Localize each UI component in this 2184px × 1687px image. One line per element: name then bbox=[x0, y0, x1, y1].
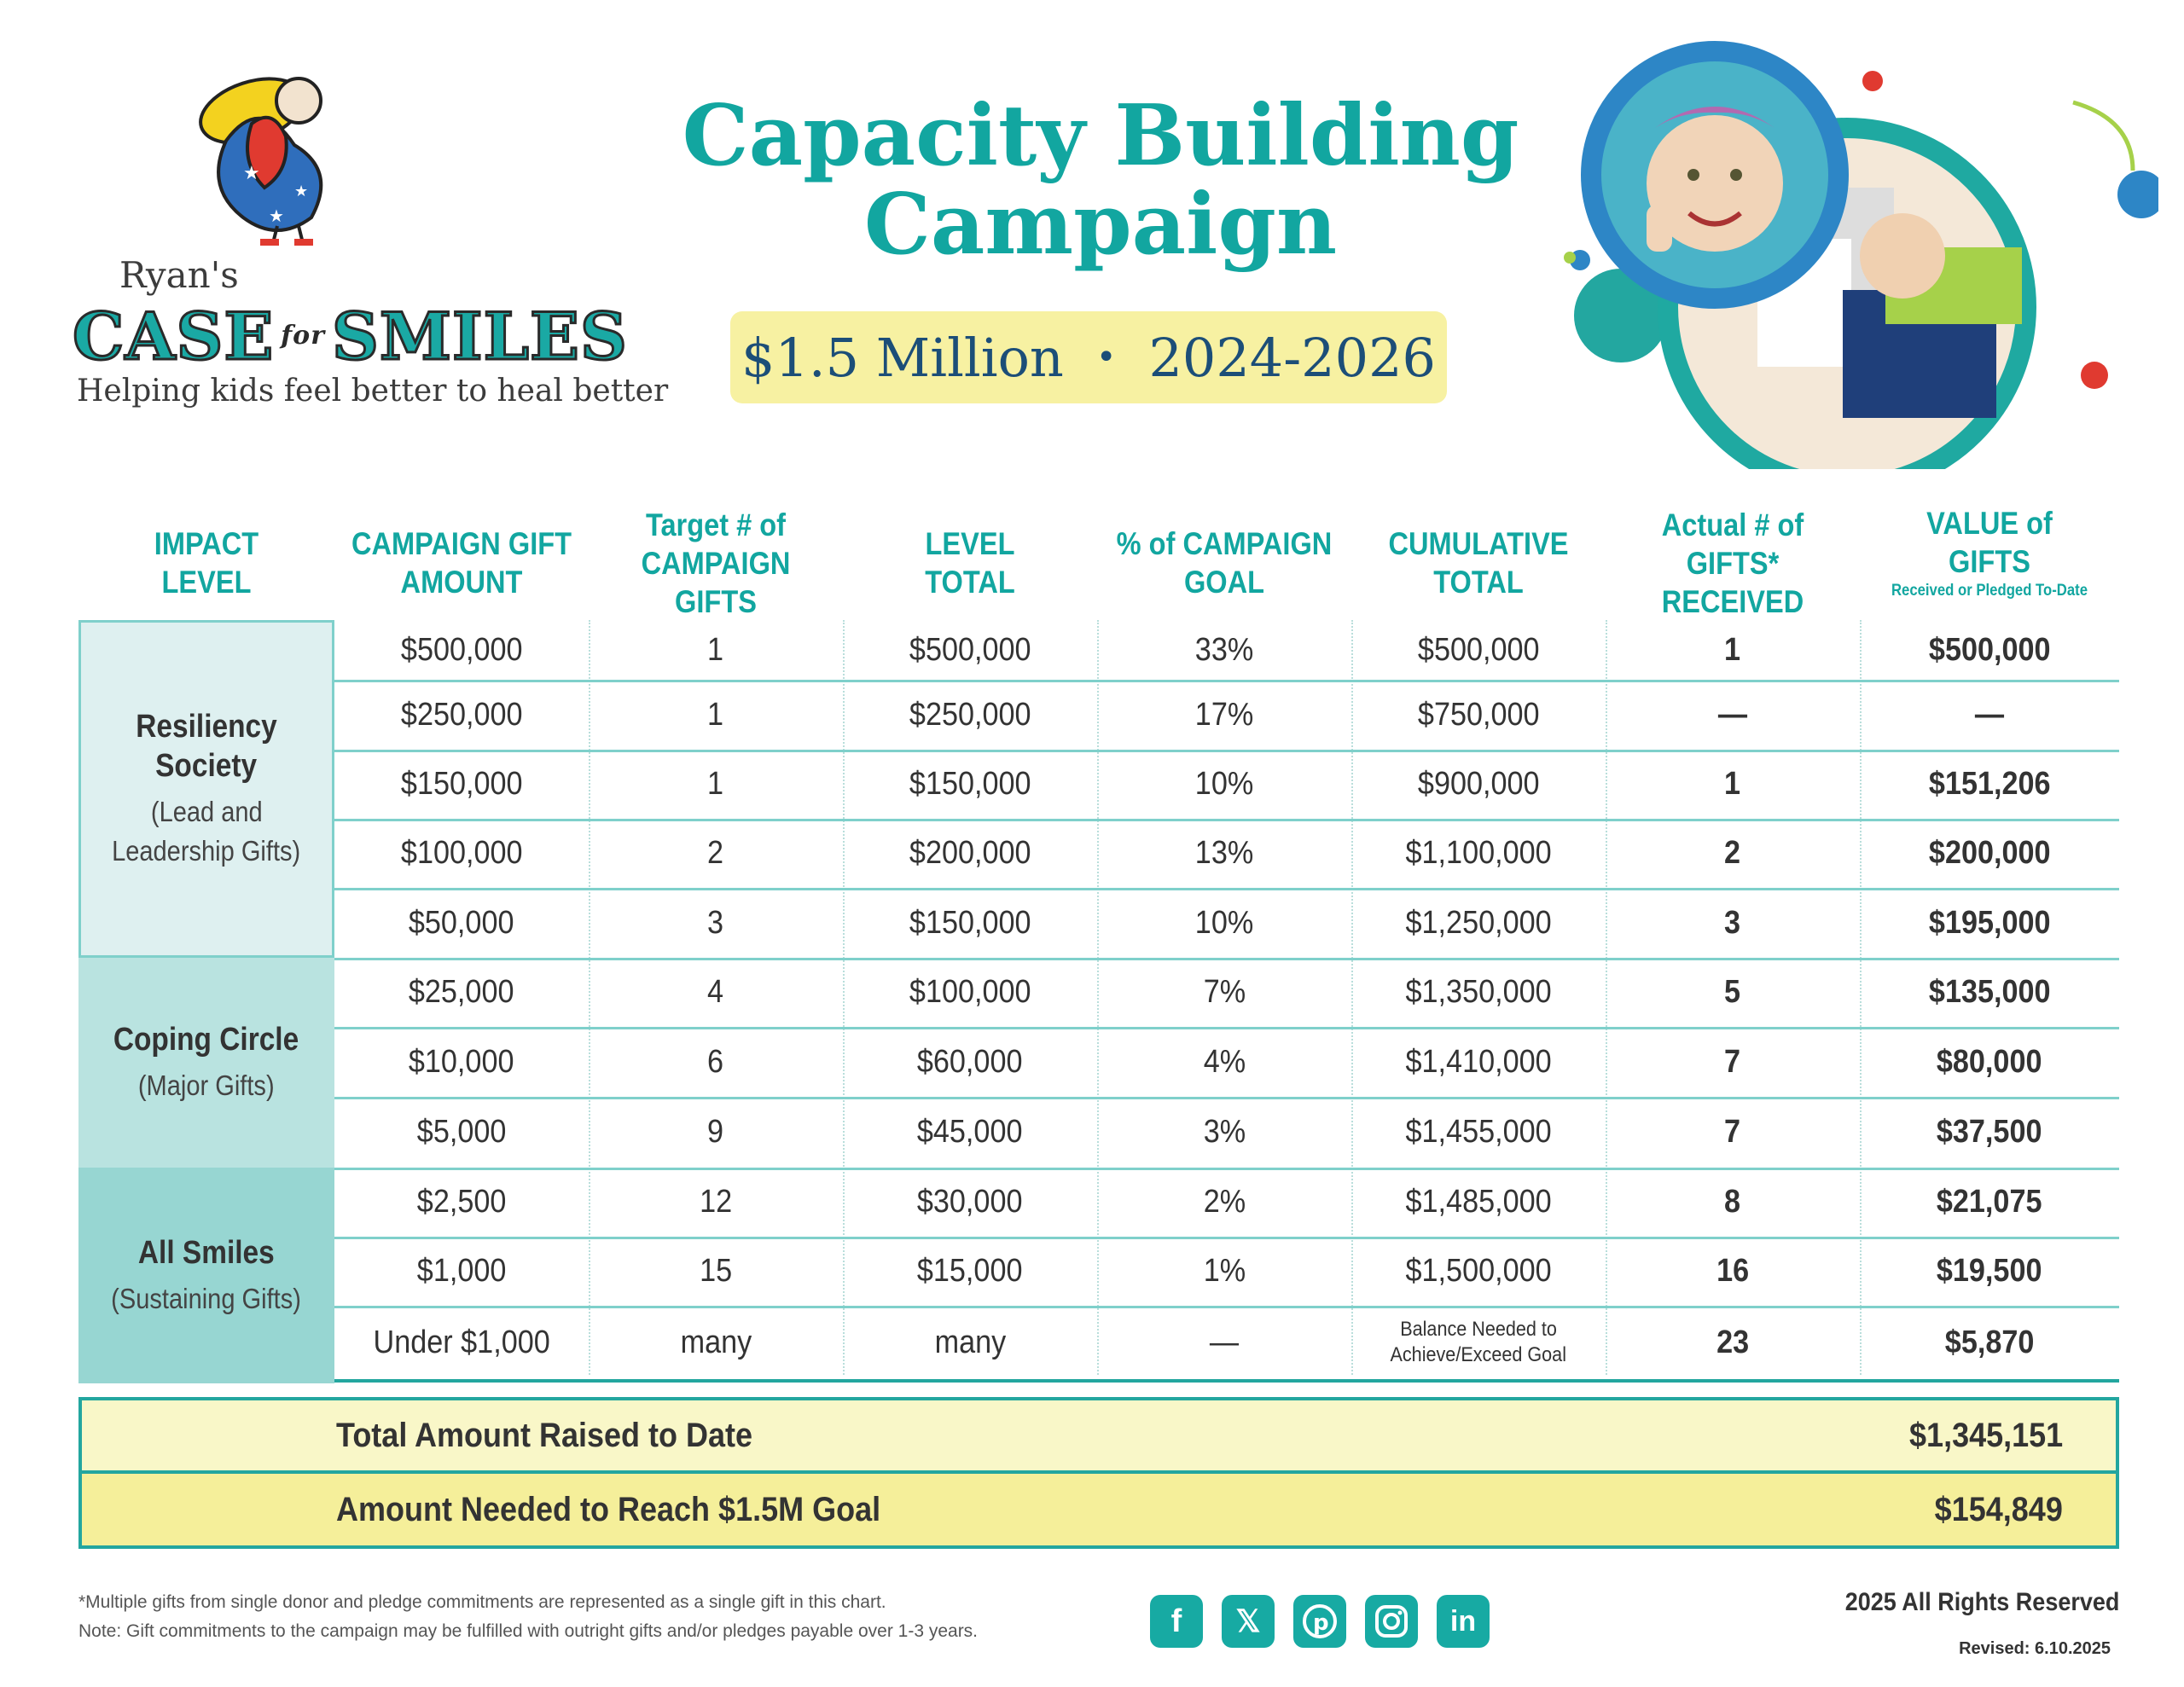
cell-target bbox=[589, 888, 843, 958]
title-line-1: Capacity Building bbox=[682, 87, 1519, 185]
cell-text: $250,000 bbox=[400, 696, 523, 733]
cell-cumulative bbox=[1351, 750, 1606, 819]
cell-text: $150,000 bbox=[909, 904, 1031, 941]
cell-level-total bbox=[843, 680, 1097, 750]
cell-text: $151,206 bbox=[1928, 766, 2051, 802]
svg-text:★: ★ bbox=[269, 207, 284, 226]
cell-text: Achieve/Exceed Goal bbox=[1390, 1343, 1567, 1366]
cell-level-total bbox=[843, 888, 1097, 958]
cell-target bbox=[589, 1097, 843, 1168]
cell-text: $500,000 bbox=[1928, 631, 2051, 668]
cell-target bbox=[589, 620, 843, 680]
cell-cumulative bbox=[1351, 1097, 1606, 1168]
cell-actual bbox=[1606, 680, 1860, 750]
header-line: IMPACT bbox=[154, 526, 259, 561]
header-line: GIFTS* RECEIVED bbox=[1661, 545, 1804, 619]
cell-text: $1,485,000 bbox=[1405, 1184, 1552, 1220]
cell-level-total bbox=[843, 958, 1097, 1027]
logo bbox=[73, 60, 669, 418]
cell-text: $25,000 bbox=[409, 974, 514, 1010]
cell-text: $750,000 bbox=[1417, 696, 1540, 733]
cell-amount bbox=[334, 620, 589, 680]
linkedin-icon[interactable]: in bbox=[1437, 1595, 1490, 1648]
header-line: GIFTS bbox=[1949, 544, 2030, 579]
cell-actual bbox=[1606, 1168, 1860, 1237]
logo-tagline: Helping kids feel better to heal better bbox=[77, 374, 669, 409]
cell-text: 3 bbox=[1724, 904, 1741, 941]
cell-amount bbox=[334, 1097, 589, 1168]
svg-text:p: p bbox=[1313, 1610, 1329, 1636]
cell-text: $50,000 bbox=[409, 904, 514, 941]
table-row bbox=[334, 620, 2119, 682]
cell-text: $1,000 bbox=[416, 1253, 507, 1289]
cell-cumulative bbox=[1351, 888, 1606, 958]
cell-level-total bbox=[843, 1237, 1097, 1306]
pinterest-icon[interactable] bbox=[1293, 1595, 1346, 1648]
cell-text: 13% bbox=[1194, 835, 1254, 871]
cell-amount bbox=[334, 819, 589, 888]
table-row bbox=[334, 1168, 2119, 1239]
header-line: GOAL bbox=[1183, 565, 1265, 600]
cell-target bbox=[589, 819, 843, 888]
cell-text: $150,000 bbox=[400, 766, 523, 802]
cell-text: $5,870 bbox=[1944, 1324, 2035, 1360]
cell-text: $45,000 bbox=[917, 1114, 1023, 1150]
cell-text: 12 bbox=[699, 1184, 733, 1220]
cell-text: $1,500,000 bbox=[1405, 1253, 1552, 1289]
cell-target bbox=[589, 1027, 843, 1097]
level-name: Coping Circle bbox=[113, 1022, 299, 1058]
cell-actual bbox=[1606, 1027, 1860, 1097]
cell-cumulative bbox=[1351, 620, 1606, 680]
cell-text: 1 bbox=[707, 631, 724, 668]
cell-cumulative bbox=[1351, 1306, 1606, 1379]
table-row bbox=[334, 819, 2119, 890]
level-desc: (Major Gifts) bbox=[138, 1070, 275, 1101]
cell-text: 8 bbox=[1724, 1184, 1741, 1220]
header-line: Actual # of bbox=[1661, 507, 1804, 542]
cell-value bbox=[1860, 680, 2119, 750]
cell-text: many bbox=[680, 1324, 752, 1360]
cell-text: $80,000 bbox=[1937, 1043, 2042, 1080]
header-target-gifts bbox=[604, 507, 828, 619]
cell-text: 17% bbox=[1194, 696, 1254, 733]
cell-cumulative bbox=[1351, 1027, 1606, 1097]
cell-amount bbox=[334, 1027, 589, 1097]
header-line: CAMPAIGN GIFTS bbox=[641, 545, 791, 619]
cell-pct bbox=[1097, 1097, 1351, 1168]
cell-amount bbox=[334, 680, 589, 750]
cell-level-total bbox=[843, 1168, 1097, 1237]
cell-text: $200,000 bbox=[1928, 835, 2051, 871]
level-name: Resiliency bbox=[136, 709, 277, 745]
cell-text: $500,000 bbox=[400, 631, 523, 668]
table-row bbox=[334, 888, 2119, 960]
cell-text: $500,000 bbox=[1417, 631, 1540, 668]
cell-value bbox=[1860, 888, 2119, 958]
footnote-1: *Multiple gifts from single donor and pledge commitments are represented as a single gift in this chart. bbox=[78, 1592, 886, 1612]
cell-value bbox=[1860, 620, 2119, 680]
cell-pct bbox=[1097, 958, 1351, 1027]
cell-text: 7 bbox=[1724, 1114, 1741, 1150]
table-row bbox=[334, 1097, 2119, 1170]
cell-text: $1,410,000 bbox=[1405, 1043, 1552, 1080]
cell-pct bbox=[1097, 750, 1351, 819]
bullet-separator: • bbox=[1095, 338, 1117, 377]
table-row bbox=[334, 1237, 2119, 1308]
total-raised-row bbox=[82, 1400, 2116, 1474]
cell-text: 6 bbox=[707, 1043, 724, 1080]
header-line: CUMULATIVE bbox=[1388, 526, 1569, 561]
cell-pct bbox=[1097, 1237, 1351, 1306]
logo-smiles: SMILES bbox=[332, 299, 628, 374]
cell-amount bbox=[334, 750, 589, 819]
total-raised-label: Total Amount Raised to Date bbox=[336, 1416, 753, 1454]
cell-value bbox=[1860, 1237, 2119, 1306]
cell-text: 15 bbox=[699, 1253, 733, 1289]
cell-value bbox=[1860, 958, 2119, 1027]
table-row bbox=[334, 958, 2119, 1029]
cell-text: — bbox=[1974, 696, 2005, 733]
cell-target bbox=[589, 958, 843, 1027]
cell-actual bbox=[1606, 819, 1860, 888]
cell-text: 7 bbox=[1724, 1043, 1741, 1080]
cell-pct bbox=[1097, 888, 1351, 958]
cell-text: $100,000 bbox=[909, 974, 1031, 1010]
level-desc: (Lead and bbox=[150, 796, 263, 827]
amount-needed-row bbox=[82, 1474, 2116, 1545]
mascot-illustration bbox=[192, 60, 363, 247]
campaign-goal-badge bbox=[730, 311, 1447, 403]
cell-text: $30,000 bbox=[917, 1184, 1023, 1220]
logo-for: for bbox=[281, 321, 326, 351]
total-raised-value: $1,345,151 bbox=[1908, 1416, 2063, 1454]
cell-value bbox=[1860, 1306, 2119, 1379]
cell-level-total bbox=[843, 819, 1097, 888]
cell-text: $21,075 bbox=[1937, 1184, 2042, 1220]
page-title bbox=[648, 87, 1553, 274]
cell-text: 10% bbox=[1194, 904, 1254, 941]
amount-needed-value: $154,849 bbox=[1934, 1490, 2063, 1528]
level-name: Society bbox=[155, 748, 258, 784]
revised-date: Revised: 6.10.2025 bbox=[1959, 1639, 2111, 1658]
photo-collage bbox=[1544, 34, 2158, 469]
cell-text: — bbox=[1209, 1324, 1240, 1360]
table-row bbox=[334, 1027, 2119, 1099]
cell-text: $250,000 bbox=[909, 696, 1031, 733]
table-row bbox=[334, 680, 2119, 752]
cell-value bbox=[1860, 819, 2119, 888]
cell-text: $1,455,000 bbox=[1405, 1114, 1552, 1150]
cell-pct bbox=[1097, 1027, 1351, 1097]
footnote-2: Note: Gift commitments to the campaign may be fulfilled with outright gifts and/or pledges payable over 1-3 years. bbox=[78, 1621, 979, 1641]
header-line: Target # of bbox=[645, 507, 787, 542]
cell-actual bbox=[1606, 958, 1860, 1027]
cell-text: $1,350,000 bbox=[1405, 974, 1552, 1010]
cell-text: $15,000 bbox=[917, 1253, 1023, 1289]
cell-amount bbox=[334, 1306, 589, 1379]
facebook-icon[interactable]: f bbox=[1150, 1595, 1203, 1648]
totals-box bbox=[78, 1397, 2119, 1549]
cell-text: $900,000 bbox=[1417, 766, 1540, 802]
header-gift-amount bbox=[350, 512, 573, 614]
goal-amount: $1.5 Million bbox=[741, 326, 1064, 389]
header-impact-level bbox=[94, 512, 319, 614]
instagram-icon[interactable] bbox=[1365, 1595, 1418, 1648]
cell-level-total bbox=[843, 1027, 1097, 1097]
cell-text: 5 bbox=[1724, 974, 1741, 1010]
cell-text: many bbox=[934, 1324, 1006, 1360]
cell-actual bbox=[1606, 620, 1860, 680]
cell-level-total bbox=[843, 620, 1097, 680]
cell-actual bbox=[1606, 1306, 1860, 1379]
cell-text: $37,500 bbox=[1937, 1114, 2042, 1150]
cell-text: 1 bbox=[1724, 631, 1741, 668]
cell-text: 33% bbox=[1194, 631, 1254, 668]
cell-value bbox=[1860, 750, 2119, 819]
cell-text: $200,000 bbox=[909, 835, 1031, 871]
cell-text: 2 bbox=[1724, 835, 1741, 871]
header-value-gifts bbox=[1875, 501, 2104, 604]
cell-text: Balance Needed to bbox=[1400, 1318, 1557, 1341]
cell-text: $100,000 bbox=[400, 835, 523, 871]
cell-target bbox=[589, 1168, 843, 1237]
cell-level-total bbox=[843, 750, 1097, 819]
cell-text: 4% bbox=[1203, 1043, 1246, 1080]
cell-cumulative bbox=[1351, 1168, 1606, 1237]
header-pct-goal bbox=[1112, 512, 1336, 614]
cell-text: 9 bbox=[707, 1114, 724, 1150]
header-cumulative bbox=[1367, 512, 1590, 614]
cell-text: $1,100,000 bbox=[1405, 835, 1552, 871]
footnotes bbox=[78, 1588, 978, 1646]
cell-text: 7% bbox=[1203, 974, 1246, 1010]
cell-actual bbox=[1606, 888, 1860, 958]
level-coping-circle bbox=[78, 958, 334, 1168]
cell-text: 3 bbox=[707, 904, 724, 941]
cell-value bbox=[1860, 1097, 2119, 1168]
cell-text: $1,250,000 bbox=[1405, 904, 1552, 941]
cell-target bbox=[589, 680, 843, 750]
header-line: LEVEL bbox=[925, 526, 1015, 561]
level-all-smiles bbox=[78, 1168, 334, 1383]
header-line: % of CAMPAIGN bbox=[1116, 526, 1333, 561]
cell-pct bbox=[1097, 680, 1351, 750]
table-row bbox=[334, 750, 2119, 821]
cell-amount bbox=[334, 1168, 589, 1237]
cell-text: 2 bbox=[707, 835, 724, 871]
logo-wordmark bbox=[73, 299, 628, 374]
cell-text: $2,500 bbox=[416, 1184, 507, 1220]
cell-text: $10,000 bbox=[409, 1043, 514, 1080]
campaign-years: 2024-2026 bbox=[1148, 326, 1436, 389]
cell-text: 1 bbox=[707, 766, 724, 802]
header-line: AMOUNT bbox=[400, 565, 523, 600]
level-desc: (Sustaining Gifts) bbox=[111, 1282, 302, 1314]
svg-text:★: ★ bbox=[294, 183, 309, 200]
cell-pct bbox=[1097, 1168, 1351, 1237]
cell-actual bbox=[1606, 1097, 1860, 1168]
table-row bbox=[334, 1306, 2119, 1383]
header-level-total bbox=[858, 512, 1082, 614]
cell-pct bbox=[1097, 819, 1351, 888]
header-subline: Received or Pledged To-Date bbox=[1891, 582, 2088, 600]
header-line: LEVEL bbox=[161, 565, 252, 600]
cell-text: 16 bbox=[1716, 1253, 1750, 1289]
level-resiliency-society bbox=[78, 620, 334, 958]
cell-cumulative bbox=[1351, 958, 1606, 1027]
header-line: CAMPAIGN GIFT bbox=[351, 526, 572, 561]
cell-text: 4 bbox=[707, 974, 724, 1010]
cell-cumulative bbox=[1351, 819, 1606, 888]
cell-text: 10% bbox=[1194, 766, 1254, 802]
cell-amount bbox=[334, 958, 589, 1027]
cell-actual bbox=[1606, 750, 1860, 819]
cell-text: $500,000 bbox=[909, 631, 1031, 668]
cell-cumulative bbox=[1351, 1237, 1606, 1306]
cell-pct bbox=[1097, 1306, 1351, 1379]
cell-level-total bbox=[843, 1097, 1097, 1168]
amount-needed-label: Amount Needed to Reach $1.5M Goal bbox=[336, 1490, 881, 1528]
cell-text: — bbox=[1717, 696, 1748, 733]
cell-cumulative bbox=[1351, 680, 1606, 750]
cell-text: 1 bbox=[1724, 766, 1741, 802]
cell-target bbox=[589, 1237, 843, 1306]
logo-case: CASE bbox=[73, 299, 275, 374]
header-actual-gifts bbox=[1621, 507, 1844, 619]
level-desc: Leadership Gifts) bbox=[112, 835, 301, 867]
cell-value bbox=[1860, 1027, 2119, 1097]
level-name: All Smiles bbox=[138, 1234, 275, 1271]
header-line: TOTAL bbox=[925, 565, 1015, 600]
cell-value bbox=[1860, 1168, 2119, 1237]
header-line: TOTAL bbox=[1433, 565, 1524, 600]
cell-text: Under $1,000 bbox=[373, 1324, 550, 1360]
cell-text: $195,000 bbox=[1928, 904, 2051, 941]
cell-text: $19,500 bbox=[1937, 1253, 2042, 1289]
cell-target bbox=[589, 750, 843, 819]
cell-pct bbox=[1097, 620, 1351, 680]
cell-actual bbox=[1606, 1237, 1860, 1306]
cell-level-total bbox=[843, 1306, 1097, 1379]
title-line-2: Campaign bbox=[863, 176, 1338, 274]
cell-text: $150,000 bbox=[909, 766, 1031, 802]
cell-amount bbox=[334, 888, 589, 958]
cell-text: $5,000 bbox=[416, 1114, 507, 1150]
cell-text: 2% bbox=[1203, 1184, 1246, 1220]
cell-text: $60,000 bbox=[917, 1043, 1023, 1080]
cell-text: 1 bbox=[707, 696, 724, 733]
cell-text: $135,000 bbox=[1928, 974, 2051, 1010]
cell-target bbox=[589, 1306, 843, 1379]
header-line: VALUE of bbox=[1926, 506, 2053, 541]
cell-text: 3% bbox=[1203, 1114, 1246, 1150]
svg-text:★: ★ bbox=[243, 162, 260, 183]
x-icon[interactable]: 𝕏 bbox=[1222, 1595, 1275, 1648]
cell-text: 1% bbox=[1203, 1253, 1246, 1289]
rights-reserved: 2025 All Rights Reserved bbox=[1844, 1588, 2119, 1616]
logo-ryans: Ryan's bbox=[119, 254, 239, 296]
cell-amount bbox=[334, 1237, 589, 1306]
cell-text: 23 bbox=[1716, 1324, 1750, 1360]
